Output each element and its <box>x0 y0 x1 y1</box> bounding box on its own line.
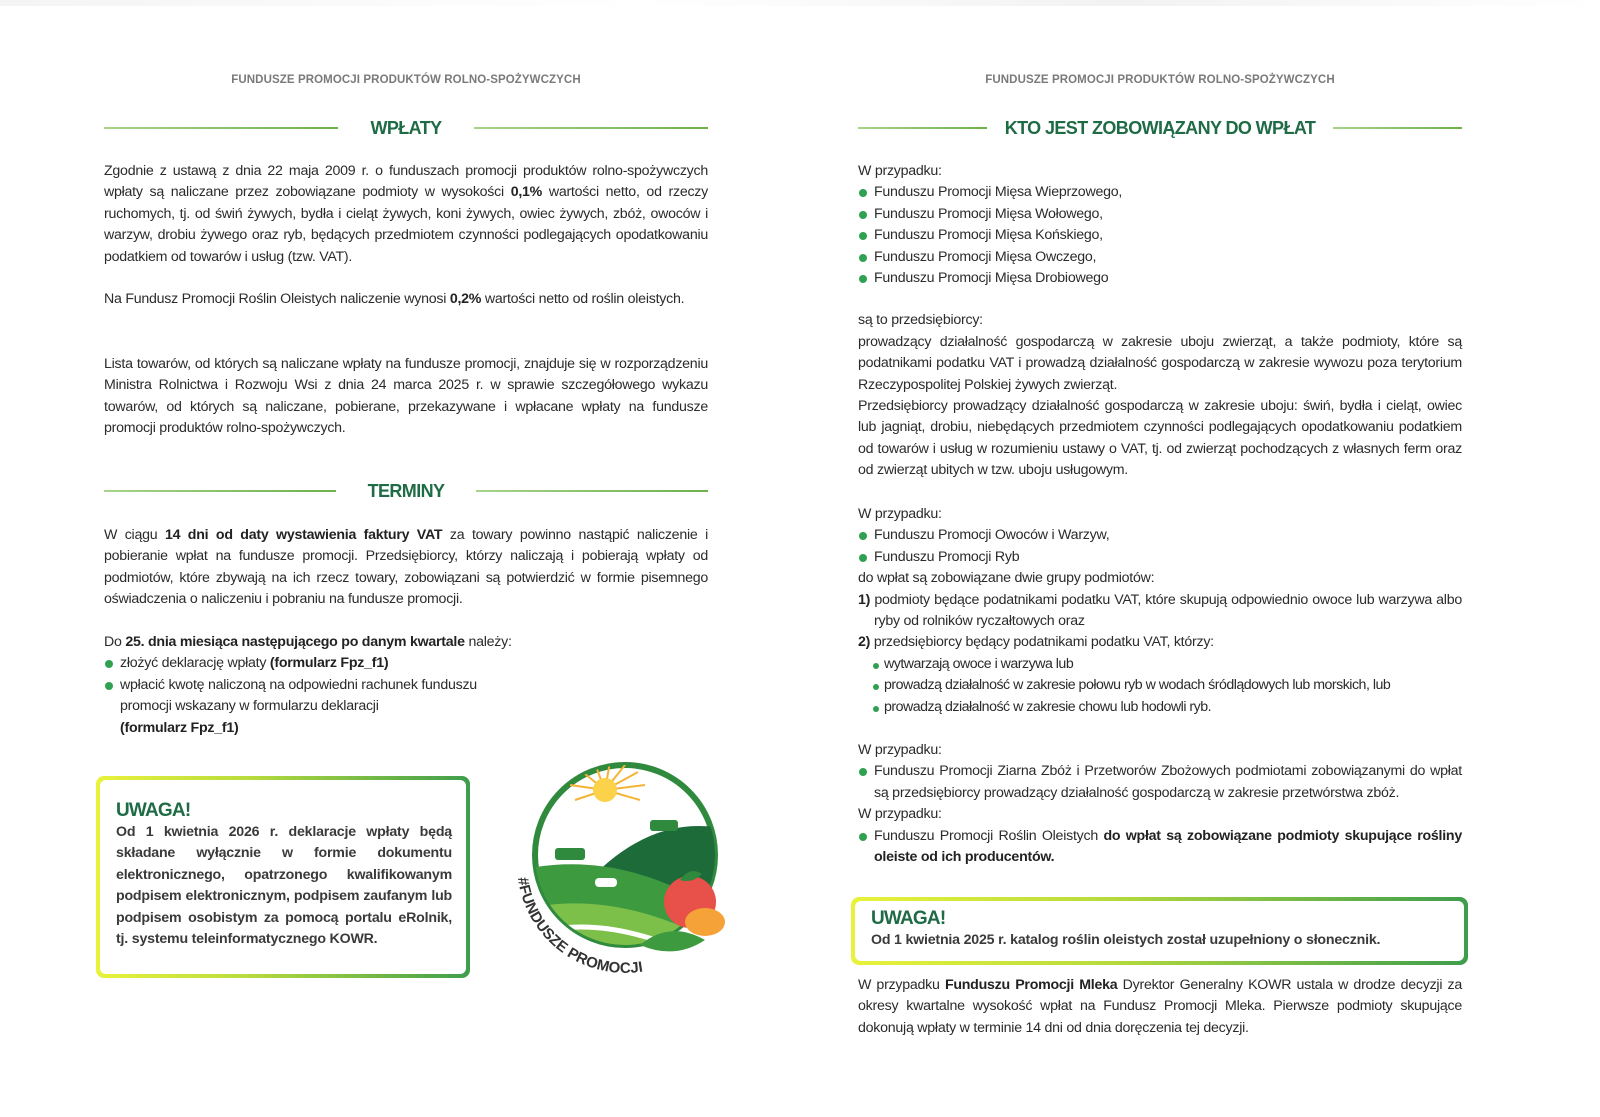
fruit-fish-list <box>858 525 1462 568</box>
section-heading-kto <box>858 116 1462 140</box>
list-item: wytwarzają owoce i warzywa lub <box>872 654 1462 675</box>
heading-rule <box>104 490 336 492</box>
heading-rule <box>476 490 708 492</box>
callout-heading: UWAGA! <box>116 800 191 821</box>
paragraph-wplaty-2: Na Fundusz Promocji Roślin Oleistych naliczenie wynosi 0,2% wartości netto od roślin oleistych. <box>104 291 685 307</box>
list-item: Funduszu Promocji Ryb <box>858 547 1462 568</box>
section-heading-wplaty <box>104 116 708 140</box>
list-item: Funduszu Promocji Roślin Oleistych do wpłat są zobowiązane podmioty skupujące rośliny oleiste od ich producentów. <box>858 826 1462 869</box>
deadline-list <box>104 653 504 739</box>
list-item: wpłacić kwotę naliczoną na odpowiedni rachunek funduszu promocji wskazany w formularzu deklaracji (formularz Fpz_f1) <box>104 675 504 739</box>
meat-funds-list <box>858 182 1462 289</box>
list-item: Funduszu Promocji Mięsa Wieprzowego, <box>858 182 1462 203</box>
farm-landscape-logo-icon <box>500 760 750 980</box>
list-item: Funduszu Promocji Owoców i Warzyw, <box>858 525 1462 546</box>
list-item: Funduszu Promocji Mięsa Wołowego, <box>858 204 1462 225</box>
scan-edge <box>0 0 1600 6</box>
numbered-item-1: 1) podmioty będące podatnikami podatku VAT, które skupują odpowiednio owoce lub warzywa albo ryby od rolników ryczałtowych oraz <box>858 591 1462 630</box>
grain-list <box>858 761 1462 804</box>
paragraph-terminy-2 <box>104 632 708 739</box>
section-title: WPŁATY <box>370 117 442 138</box>
deadline-line: Do 25. dnia miesiąca następującego po danym kwartale należy: <box>104 634 512 650</box>
list-item: Funduszu Promocji Ziarna Zbóż i Przetworów Zbożowych podmiotami zobowiązanymi do wpłat są przedsiębiorcy prowadzący działalność gospodarczą w zakresie przetwórstwa zbóż. <box>858 761 1462 804</box>
paragraph-terminy-1: W ciągu 14 dni od daty wystawienia faktury VAT za towary powinno nastąpić naliczenie i pobieranie wpłat na fundusze promocji. Przedsiębiorcy, którzy naliczają i pobierają wpłaty od podmiotów, które zbywają na ich rzecz towary, zobowiązani są potwierdzić w formie pisemnego oświadczenia o naliczeniu i pobraniu na fundusze promocji. <box>104 527 708 608</box>
section-title: KTO JEST ZOBOWIĄZANY DO WPŁAT <box>1004 117 1316 138</box>
callout-heading: UWAGA! <box>871 908 946 929</box>
section-title: TERMINY <box>367 480 445 501</box>
list-item: Funduszu Promocji Mięsa Drobiowego <box>858 268 1462 289</box>
callout-body: Od 1 kwietnia 2025 r. katalog roślin oleistych został uzupełniony o słonecznik. <box>871 932 1381 948</box>
heading-rule <box>858 127 987 129</box>
numbered-item-2: 2) przedsiębiorcy będący podatnikami podatku VAT, którzy: <box>858 634 1214 651</box>
oil-list <box>858 826 1462 869</box>
paragraph-wplaty-1: Zgodnie z ustawą z dnia 22 maja 2009 r. o funduszach promocji produktów rolno-spożywczych wpłaty są naliczane przez zobowiązane podmioty w wysokości 0,1% wartości netto, od rzeczy ruchomych, tj. od świń żywych, bydła i cieląt żywych, koni żywych, owiec żywych, zbóż, owoców i warzyw, drobiu żywego oraz ryb, będących przedmiotem czynności podlegających opodatkowaniu podatkiem od towarów i usług (tzw. VAT). <box>104 163 708 265</box>
heading-rule <box>1333 127 1462 129</box>
callout-body: Od 1 kwietnia 2026 r. deklaracje wpłaty będą składane wyłącznie w formie dokumentu elektronicznego, opatrzonego kwalifikowanym podpisem elektronicznym, podpisem zaufanym lub podpisem osobistym za pomocą portalu eRolnik, tj. systemu teleinformatycznego KOWR. <box>116 824 452 948</box>
heading-rule <box>104 127 338 129</box>
paragraph-wplaty-3: Lista towarów, od których są naliczane wpłaty na fundusze promocji, znajduje się w rozporządzeniu Ministra Rolnictwa i Rozwoju Wsi z dnia 24 marca 2025 r. w sprawie szczegółowego wykazu towarów, od których są naliczane, pobierane, przekazywane i wpłacane wpłaty na fundusze promocji produktów rolno-spożywczych. <box>104 356 708 437</box>
list-item: Funduszu Promocji Mięsa Końskiego, <box>858 225 1462 246</box>
block-grain-oil-funds: W przypadku: Funduszu Promocji Ziarna Zbóż i Przetworów Zbożowych podmiotami zobowiązanymi do wpłat są przedsiębiorcy prowadzący działalność gospodarczą w zakresie przetwórstwa zbóż. W przypadku: Funduszu Promocji Roślin Oleistych do wpłat są zobowiązane podmioty skupujące rośliny oleiste od ich producentów. <box>858 740 1462 868</box>
callout-uwaga-2026 <box>96 776 470 978</box>
list-item: złożyć deklarację wpłaty (formularz Fpz_f1) <box>104 653 504 674</box>
paragraph-mleko: W przypadku Funduszu Promocji Mleka Dyrektor Generalny KOWR ustala w drodze decyzji za okresy kwartalne wysokość wpłat na Fundusz Promocji Mleka. Pierwsze podmioty skupujące dokonują wpłaty w terminie 14 dni od dnia doręczenia tej decyzji. <box>858 977 1462 1036</box>
running-head: FUNDUSZE PROMOCJI PRODUKTÓW ROLNO-SPOŻYWCZYCH <box>985 74 1335 86</box>
list-item: prowadzą działalność w zakresie połowu ryb w wodach śródlądowych lub morskich, lub <box>872 675 1462 696</box>
sub-list <box>858 654 1462 718</box>
callout-uwaga-2025 <box>851 897 1468 965</box>
heading-rule <box>474 127 708 129</box>
section-heading-terminy <box>104 479 708 503</box>
block-meat-funds: W przypadku: Funduszu Promocji Mięsa Wieprzowego, Funduszu Promocji Mięsa Wołowego, Funduszu Promocji Mięsa Końskiego, Funduszu Promocji Mięsa Owczego, Funduszu Promocji Mięsa Drobiowego są to przedsiębiorcy: prowadzący działalność gospodarczą w zakresie uboju zwierząt, a także podmioty, które są podatnikami podatku VAT i prowadzą działalność gospodarczą w zakresie wywozu poza terytorium Rzeczypospolitej Polskiej żywych zwierząt. Przedsiębiorcy prowadzący działalność gospodarczą w zakresie uboju: świń, bydła i cieląt, owiec lub jagniąt, drobiu, niebędących przedmiotem czynności podlegających opodatkowaniu podatkiem od towarów i usług w rozumieniu ustawy o VAT, tj. od zwierząt pochodzących z własnych ferm oraz od zwierząt ubitych w tzw. uboju usługowym. <box>858 163 1462 479</box>
svg-text:#FUNDUSZE PROMOCJI: #FUNDUSZE PROMOCJI <box>513 875 644 977</box>
list-item: prowadzą działalność w zakresie chowu lub hodowli ryb. <box>872 697 1462 718</box>
list-item: Funduszu Promocji Mięsa Owczego, <box>858 247 1462 268</box>
running-head: FUNDUSZE PROMOCJI PRODUKTÓW ROLNO-SPOŻYWCZYCH <box>231 74 581 86</box>
block-fruit-fish-funds: W przypadku: Funduszu Promocji Owoców i Warzyw, Funduszu Promocji Ryb do wpłat są zobowiązane dwie grupy podmiotów: 1) podmioty będące podatnikami podatku VAT, które skupują odpowiednio owoce lub warzywa albo ryby od rolników ryczałtowych oraz 2) przedsiębiorcy będący podatnikami podatku VAT, którzy: wytwarzają owoce i warzywa lub prowadzą działalność w zakresie połowu ryb w wodach śródlądowych lub morskich, lub prowadzą działalność w zakresie chowu lub hodowli ryb. <box>858 504 1462 718</box>
